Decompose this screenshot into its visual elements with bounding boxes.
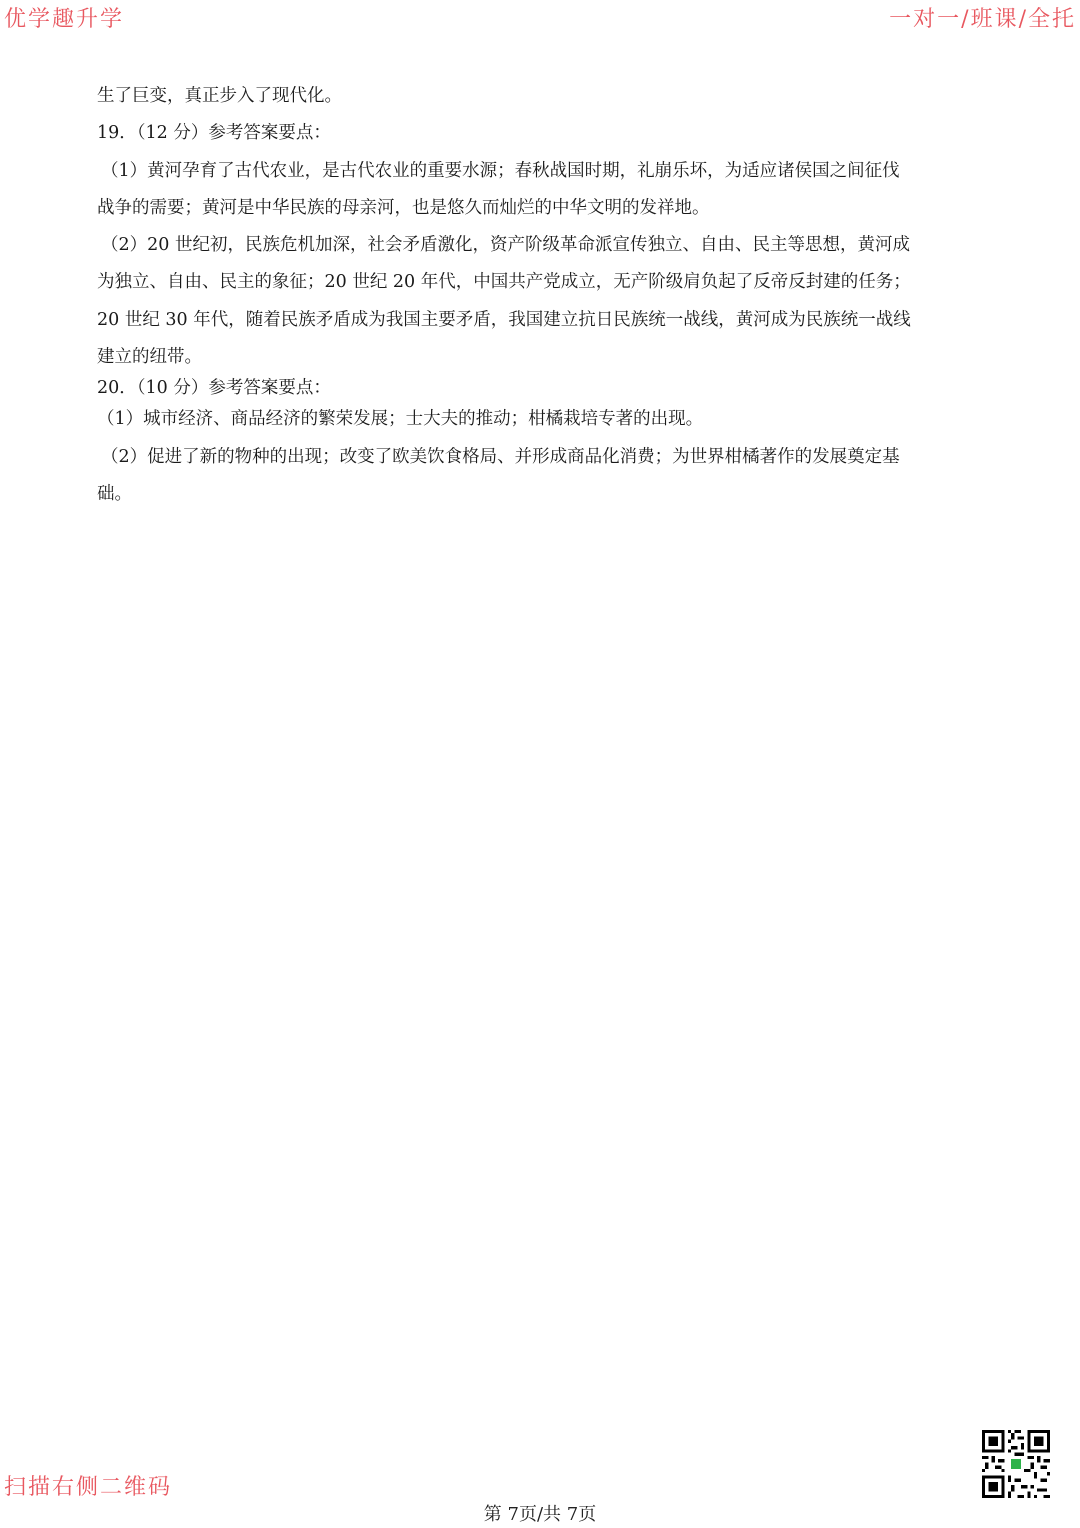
answer-content: [97, 78, 977, 513]
brand-watermark: 优学趣升学: [4, 7, 125, 32]
text-line: 20 世纪 30 年代，随着民族矛盾成为我国主要矛盾，我国建立抗日民族统一战线，黄河成为民族统一战线: [97, 309, 911, 330]
question-20-heading: 20．（10 分）参考答案要点：: [97, 378, 331, 399]
text-line: （2）20 世纪初，民族危机加深，社会矛盾激化，资产阶级革命派宣传独立、自由、民主等思想，黄河成: [101, 235, 910, 256]
text-line: 战争的需要；黄河是中华民族的母亲河，也是悠久而灿烂的中华文明的发祥地。: [97, 197, 710, 218]
text-line: 础。: [97, 483, 132, 504]
text-line: （2）促进了新的物种的出现；改变了欧美饮食格局、并形成商品化消费；为世界柑橘著作的发展奠定基: [101, 446, 900, 467]
text-line: 建立的纽带。: [97, 347, 202, 368]
text-line: （1）黄河孕育了古代农业，是古代农业的重要水源；春秋战国时期，礼崩乐坏，为适应诸侯国之间征伐: [101, 160, 900, 181]
scan-hint: 扫描右侧二维码: [4, 1475, 173, 1500]
tagline-watermark: 一对一/班课/全托: [889, 7, 1076, 32]
page-number: 第 7页/共 7页: [483, 1504, 597, 1525]
text-line: 为独立、自由、民主的象征；20 世纪 20 年代，中国共产党成立，无产阶级肩负起了反帝反封建的任务；: [97, 272, 911, 293]
text-line: 生了巨变，真正步入了现代化。: [97, 86, 342, 106]
text-line: （1）城市经济、商品经济的繁荣发展；士大夫的推动；柑橘栽培专著的出现。: [97, 409, 704, 430]
question-19-heading: 19．（12 分）参考答案要点：: [97, 123, 331, 144]
qr-code-icon[interactable]: [982, 1430, 1050, 1498]
